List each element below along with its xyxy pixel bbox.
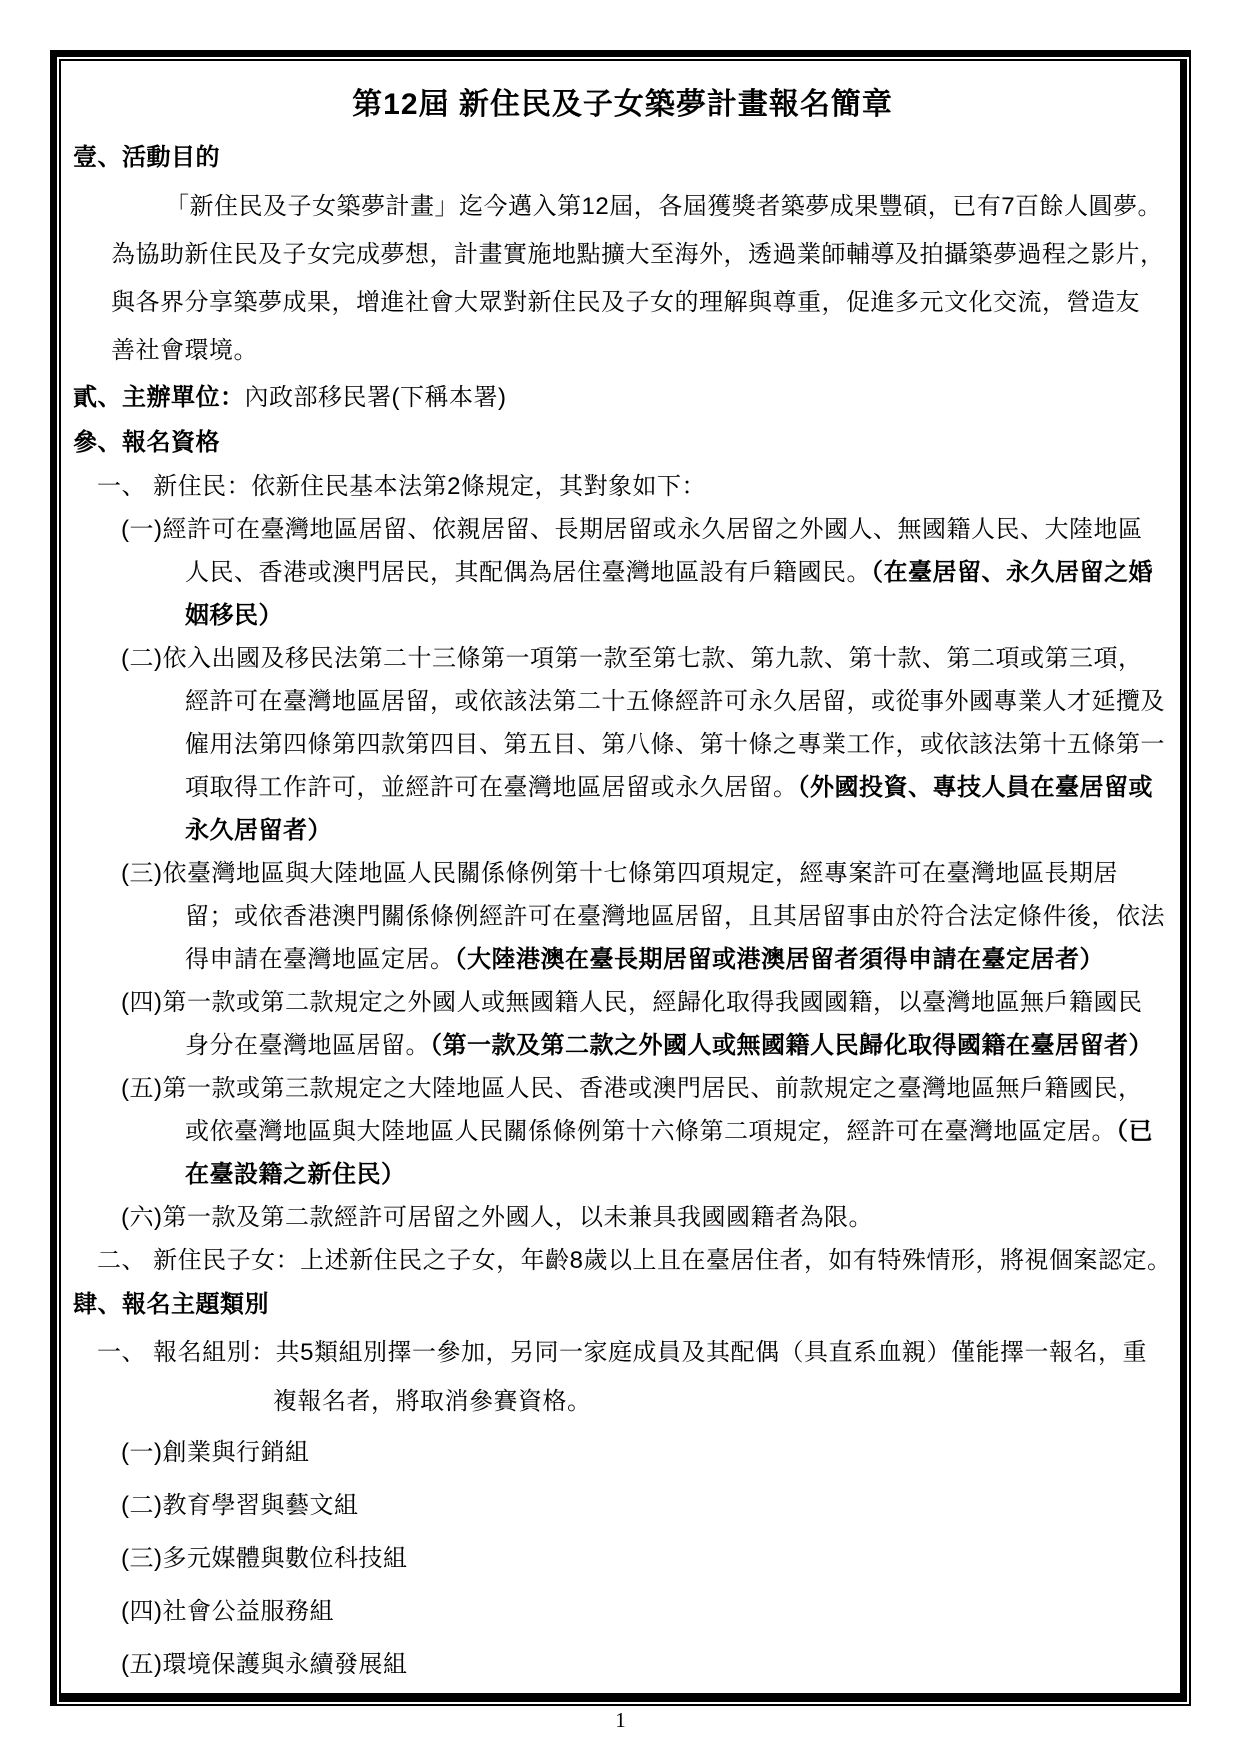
text-line [73, 1024, 1172, 1067]
text-run: 身分在臺灣地區居留。 [185, 1032, 430, 1059]
text-run: 留；或依香港澳門關係條例經許可在臺灣地區居留，且其居留事由於符合法定條件後，依法 [185, 903, 1165, 930]
text-run: (一)經許可在臺灣地區居留、依親居留、長期居留或永久居留之外國人、無國籍人民、大陸地區 [121, 516, 1143, 543]
text-run: (三)多元媒體與數位科技組 [121, 1545, 408, 1572]
text-run: 二、 新住民子女：上述新住民之子女，年齡8歲以上且在臺居住者，如有特殊情形，將視個案認定。 [97, 1247, 1172, 1274]
text-run: 內政部移民署(下稱本署) [244, 384, 507, 411]
text-run: 經許可在臺灣地區居留，或依該法第二十五條經許可永久居留，或從事外國專業人才延攬及 [185, 688, 1165, 715]
text-line [73, 279, 1172, 327]
text-line [73, 766, 1172, 809]
text-run: 或依臺灣地區與大陸地區人民關係條例第十六條第二項規定，經許可在臺灣地區定居。 [185, 1118, 1116, 1145]
text-run: (四)社會公益服務組 [121, 1598, 334, 1625]
text-line [73, 375, 1172, 420]
text-line [73, 981, 1172, 1024]
text-run: 與各界分享築夢成果，增進社會大眾對新住民及子女的理解與尊重，促進多元文化交流，營造友 [111, 289, 1140, 316]
text-line [73, 1378, 1172, 1426]
text-run: 人民、香港或澳門居民，其配偶為居住臺灣地區設有戶籍國民。 [185, 559, 871, 586]
text-run: (二)依入出國及移民法第二十三條第一項第一款至第七款、第九款、第十款、第二項或第三項， [121, 645, 1143, 672]
bold-text-run: 肆、報名主題類別 [73, 1291, 269, 1318]
text-line [73, 1638, 1172, 1691]
text-line [73, 551, 1172, 594]
text-line [73, 1532, 1172, 1585]
document-body [73, 133, 1172, 1691]
text-line [73, 420, 1172, 465]
text-run: (五)環境保護與永續發展組 [121, 1651, 408, 1678]
page-title: 第12屆 新住民及子女築夢計畫報名簡章 [352, 88, 893, 121]
text-line [73, 1479, 1172, 1532]
text-line [73, 938, 1172, 981]
text-line [73, 1282, 1172, 1328]
text-line [73, 852, 1172, 895]
text-line [73, 809, 1172, 852]
text-run: 僱用法第四條第四款第四目、第五目、第八條、第十條之專業工作，或依該法第十五條第一 [185, 731, 1165, 758]
text-run: 一、 新住民：依新住民基本法第2條規定，其對象如下： [97, 473, 707, 500]
text-run: 得申請在臺灣地區定居。 [185, 946, 455, 973]
text-run: 項取得工作許可，並經許可在臺灣地區居留或永久居留。 [185, 774, 798, 801]
text-line [73, 1328, 1172, 1378]
bold-text-run: （第一款及第二款之外國人或無國籍人民歸化取得國籍在臺居留者） [430, 1032, 1153, 1059]
text-line [73, 680, 1172, 723]
bold-text-run: （外國投資、專技人員在臺居留或 [797, 774, 1153, 801]
bold-text-run: （在臺居留、永久居留之婚 [871, 559, 1153, 586]
text-run: (四)第一款或第二款規定之外國人或無國籍人民，經歸化取得我國國籍，以臺灣地區無戶籍國民 [121, 989, 1143, 1016]
text-line [73, 1585, 1172, 1638]
text-line [73, 183, 1172, 231]
text-run: (六)第一款及第二款經許可居留之外國人，以未兼具我國國籍者為限。 [121, 1204, 873, 1231]
document-content [61, 77, 1180, 1702]
text-line [73, 508, 1172, 551]
bold-text-run: （已 [1116, 1118, 1153, 1145]
text-line [73, 133, 1172, 183]
text-line [73, 327, 1172, 375]
text-line [73, 594, 1172, 637]
text-line [73, 465, 1172, 508]
text-run: (五)第一款或第三款規定之大陸地區人民、香港或澳門居民、前款規定之臺灣地區無戶籍國民， [121, 1075, 1143, 1102]
text-line [73, 1153, 1172, 1196]
text-line [73, 1196, 1172, 1239]
text-run: (一)創業與行銷組 [121, 1439, 310, 1466]
bold-text-run: （大陸港澳在臺長期居留或港澳居留者須得申請在臺定居者） [454, 946, 1104, 973]
text-run: 複報名者，將取消參賽資格。 [273, 1388, 592, 1415]
text-line [73, 723, 1172, 766]
text-run: (三)依臺灣地區與大陸地區人民關係條例第十七條第四項規定，經專案許可在臺灣地區長期居 [121, 860, 1118, 887]
page-border-inner [59, 59, 1187, 1702]
bold-text-run: 在臺設籍之新住民） [185, 1161, 406, 1188]
text-line [73, 1426, 1172, 1479]
bold-text-run: 壹、活動目的 [73, 144, 220, 171]
text-run: 為協助新住民及子女完成夢想，計畫實施地點擴大至海外，透過業師輔導及拍攝築夢過程之影片， [111, 241, 1165, 268]
page-number: 1 [615, 1708, 626, 1732]
bold-text-run: 貳、主辦單位： [73, 384, 245, 411]
bold-text-run: 永久居留者） [185, 817, 332, 844]
bold-text-run: 姻移民） [185, 602, 283, 629]
text-run: 善社會環境。 [111, 337, 258, 364]
text-run: 一、 報名組別：共5類組別擇一參加，另同一家庭成員及其配偶（具直系血親）僅能擇一報名，重 [97, 1339, 1148, 1366]
text-line [73, 1239, 1172, 1282]
text-line [73, 637, 1172, 680]
bold-text-run: 參、報名資格 [73, 429, 220, 456]
text-line [73, 1067, 1172, 1110]
text-run: 「新住民及子女築夢計畫」迄今邁入第12屆，各屆獲獎者築夢成果豐碩，已有7百餘人圓夢。 [165, 193, 1163, 220]
page-border-outer [50, 50, 1191, 1706]
text-line [73, 1110, 1172, 1153]
text-line [73, 231, 1172, 279]
text-line [73, 895, 1172, 938]
text-run: (二)教育學習與藝文組 [121, 1492, 359, 1519]
